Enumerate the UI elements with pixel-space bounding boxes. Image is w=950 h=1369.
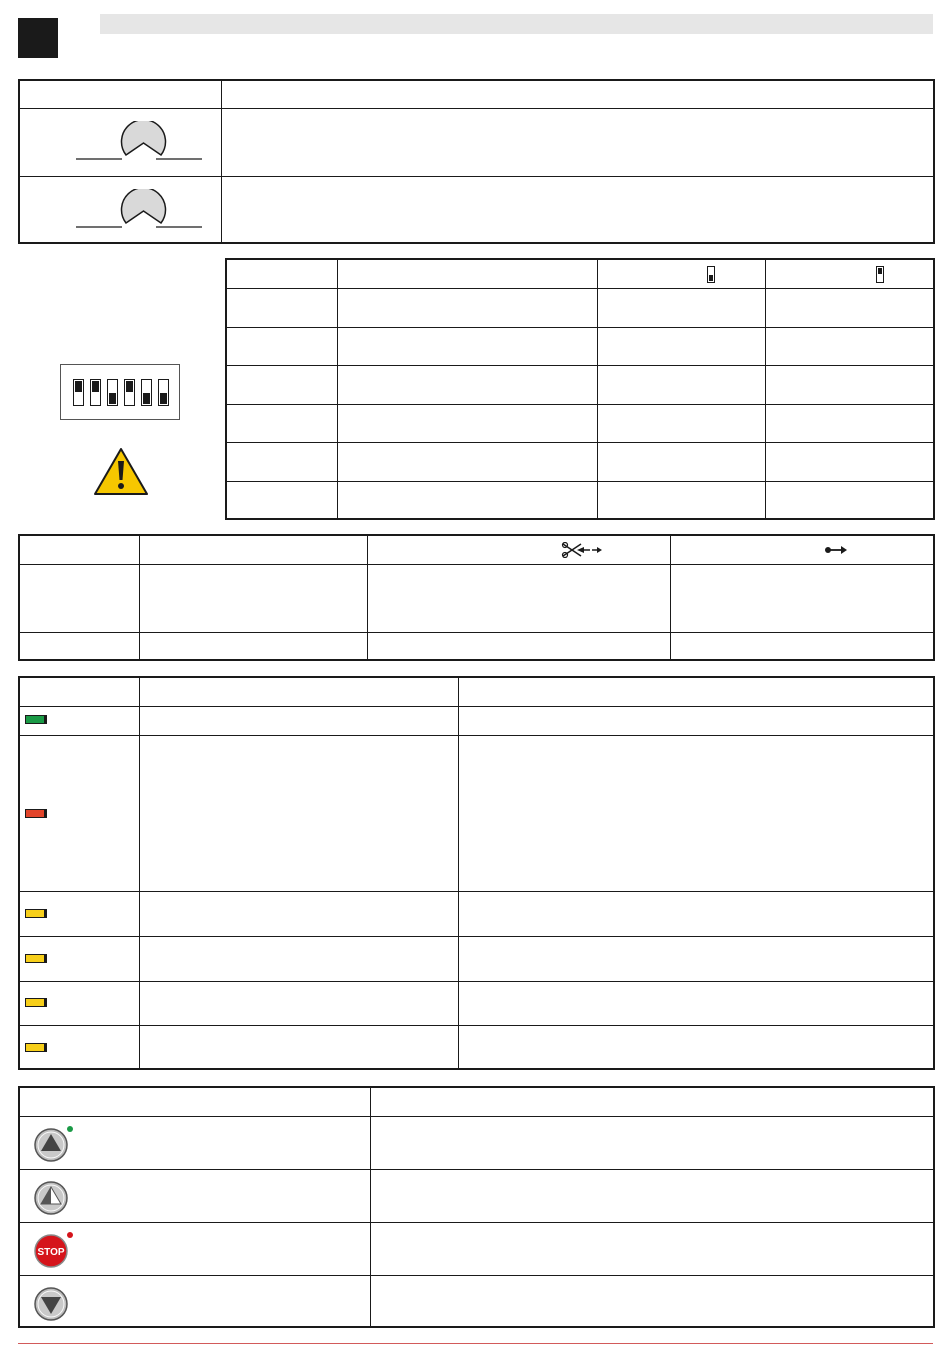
yellow-led-icon (25, 954, 47, 963)
yellow-led-icon (25, 909, 47, 918)
green-led-icon (25, 715, 47, 724)
dip-switch-5 (141, 379, 152, 406)
trimmer-knob-icon (74, 121, 204, 163)
warning-icon (92, 446, 150, 498)
led-table (18, 676, 935, 1070)
yellow-led-icon (25, 1043, 47, 1052)
stop-button-icon (30, 1230, 78, 1270)
red-led-icon (25, 809, 47, 818)
cut-wire-icon (561, 542, 603, 558)
close-button-icon (30, 1283, 78, 1323)
stop-button-label: STOP (37, 1247, 65, 1258)
trimmer-table (18, 79, 935, 244)
dip-switch-6 (158, 379, 169, 406)
partial-open-button-icon (30, 1177, 78, 1217)
wire-icon (824, 543, 848, 557)
open-button-icon (30, 1124, 78, 1164)
section-title-bar (100, 14, 933, 34)
dip-off-icon (707, 266, 715, 283)
yellow-led-icon (25, 998, 47, 1007)
dip-function-table (225, 258, 935, 520)
safety-input-table (18, 534, 935, 661)
button-table (18, 1086, 935, 1328)
trimmer-knob-icon (74, 189, 204, 231)
dip-on-icon (876, 266, 884, 283)
dip-switch-4 (124, 379, 135, 406)
dip-switch-1 (73, 379, 84, 406)
dip-switch-3 (107, 379, 118, 406)
dip-switch-block (60, 364, 180, 420)
dip-switch-2 (90, 379, 101, 406)
section-marker-square (18, 18, 58, 58)
footer-rule (18, 1343, 933, 1344)
